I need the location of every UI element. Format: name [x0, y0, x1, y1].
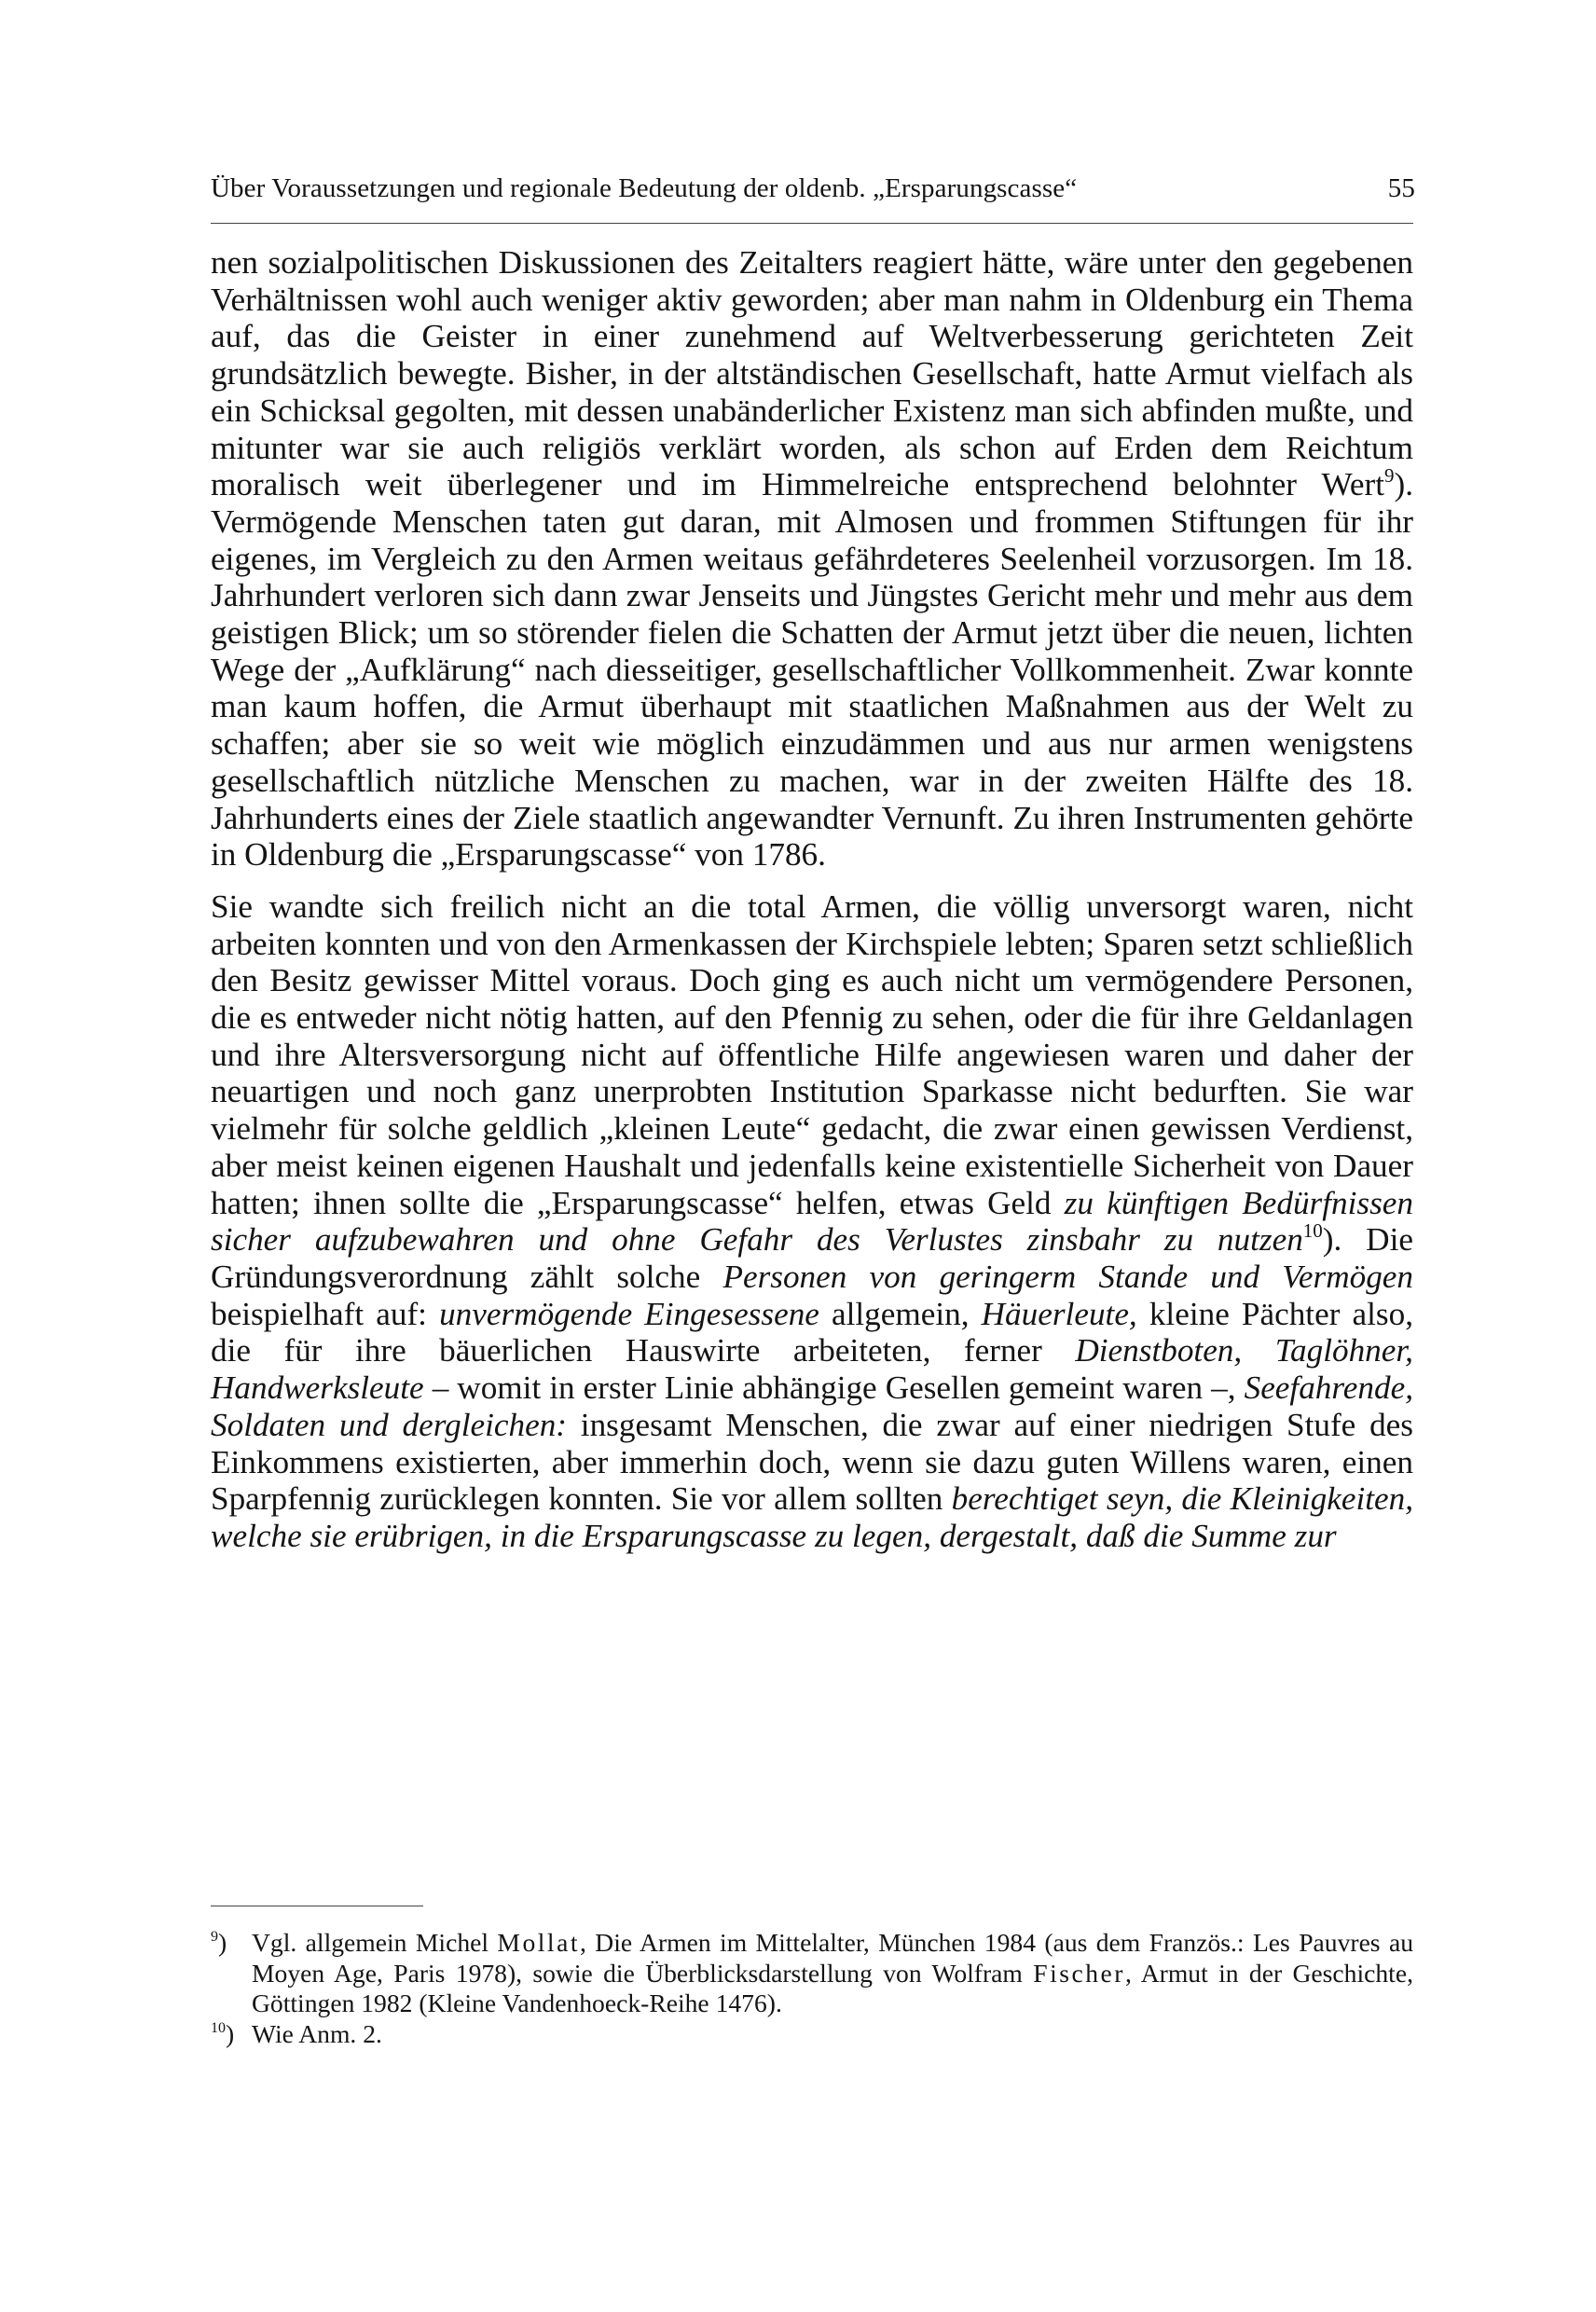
page-number: 55 [1387, 173, 1415, 203]
paragraph-2-text-5: kleine Pächter also, die für ihre bäuerlichen Hauswirte arbeiteten, ferner [211, 1295, 1413, 1369]
quote-personen-von-geringerm-stande: Personen von geringerm Stande und Vermögen [722, 1258, 1414, 1295]
main-text [211, 244, 1413, 1555]
quote-dienstboten: Dienstboten, Taglöhner, Handwerksleute [211, 1332, 1413, 1407]
quote-unvermoegende-eingesessene: unvermögende Eingesessene [439, 1295, 819, 1332]
paragraph-1-text-1: nen sozialpolitischen Diskussionen des Zeitalters reagiert hätte, wäre unter den gegebenen Verhältnissen wohl auch weniger aktiv geworden; aber man nahm in Oldenburg ein Thema auf, das die Geister in einer zunehmend auf Weltverbesserung gerichteten Zeit grundsätzlich bewegte. Bisher, in der altständischen Gesellschaft, hatte Armut vielfach als ein Schicksal gegolten, mit dessen unabänderlicher Existenz man sich abfinden mußte, und mitunter war sie auch religiös verklärt worden, als schon auf Erden dem Reichtum moralisch weit überlegener und im Himmelreiche entsprechend belohnter Wert [211, 244, 1413, 503]
footnote-9-text-3: , Armut in der Geschichte, Göttingen 1982 (Kleine Vandenhoeck-Reihe 1476). [252, 1958, 1413, 2017]
footnote-9-author-mollat: Mollat [497, 1928, 581, 1957]
paragraph-1-text-2: ). Vermögende Menschen taten gut daran, mit Almosen und frommen Stiftungen für ihr eigenes, im Vergleich zu den Armen weitaus gefährdeteres Seelenheil vorzusorgen. Im 18. Jahrhundert verloren sich dann zwar Jenseits und Jüngstes Gericht mehr und mehr aus dem geistigen Blick; um so störender fielen die Schatten der Armut jetzt über die neuen, lichten Wege der „Aufklärung“ nach diesseitiger, gesellschaftlicher Vollkommenheit. Zwar konnte man kaum hoffen, die Armut überhaupt mit staatlichen Maßnahmen aus der Welt zu schaffen; aber sie so weit wie möglich einzudämmen und aus nur armen wenigstens gesellschaftlich nützliche Menschen zu machen, war in der zweiten Hälfte des 18. Jahrhunderts eines der Ziele staatlich angewandter Vernunft. Zu ihren Instrumenten gehörte in Oldenburg die „Ersparungscasse“ von 1786. [211, 466, 1413, 874]
quote-kuenftige-beduerfnisse: zu künftigen Bedürfnissen sicher aufzubewahren und ohne Gefahr des Verlustes zinsbahr zu nutzen [211, 1184, 1413, 1259]
paragraph-2-text-3: beispielhaft auf: [211, 1295, 440, 1332]
paragraph-2-text-1: Sie wandte sich freilich nicht an die total Armen, die völlig unversorgt waren, nicht arbeiten konnten und von den Armenkassen der Kirchspiele lebten; Sparen setzt schließlich den Besitz gewisser Mittel voraus. Doch ging es auch nicht um vermögendere Personen, die es entweder nicht nötig hatten, auf den Pfennig zu sehen, oder die für ihre Geldanlagen und ihre Altersversorgung nicht auf öffentliche Hilfe angewiesen waren und daher der neuartigen und noch ganz unerprobten Institution Sparkasse nicht bedurften. Sie war vielmehr für solche geldlich „kleinen Leute“ gedacht, die zwar einen gewissen Verdienst, aber meist keinen eigenen Haushalt und jedenfalls keine existentielle Sicherheit von Dauer hatten; ihnen sollte die „Ersparungscasse“ helfen, etwas Geld [211, 888, 1413, 1221]
footnote-9-author-fischer: Fischer [1033, 1958, 1125, 1988]
paragraph-2 [211, 888, 1413, 1555]
footnote-9-mark: $^9$) [211, 1928, 227, 1957]
running-header-title: Über Voraussetzungen und regionale Bedeutung der oldenb. „Ersparungscasse“ [211, 173, 1078, 203]
paragraph-2-text-4: allgemein, [819, 1295, 982, 1332]
quote-seefahrende: Seefahrende, Soldaten und dergleichen: [211, 1369, 1413, 1443]
header-rule [211, 223, 1413, 224]
footnote-10-mark: $^{10}$) [211, 2018, 235, 2048]
footnote-9-text-1: Vgl. allgemein Michel [252, 1928, 498, 1957]
quote-haeuerleute: Häuerleute, [981, 1295, 1137, 1332]
quote-berechtiget-seyn: berechtiget seyn, die Kleinigkeiten, welche sie erübrigen, in die Ersparungscasse zu legen, dergestalt, daß die Summe zur [211, 1480, 1413, 1554]
paragraph-2-text-6: – womit in erster Linie abhängige Gesellen gemeint waren –, [423, 1369, 1245, 1407]
footnote-10-text: Wie Anm. 2. [252, 2018, 382, 2048]
footnote-9 [211, 1928, 1413, 2019]
paragraph-2-text-2: ). Die Gründungsverordnung zählt solche [211, 1221, 1413, 1295]
running-header [211, 173, 1415, 204]
footnote-9-text-2: , Die Armen im Mittelalter, München 1984 (aus dem Französ.: Les Pauvres au Moyen Age, Paris 1978), sowie die Überblicksdarstellung von Wolfram [252, 1928, 1413, 1988]
footnote-10-number: 10 [211, 2019, 226, 2036]
footnote-ref-9[interactable]: 9 [1383, 464, 1395, 488]
footnote-9-number: 9 [211, 1929, 218, 1945]
footnotes [211, 1928, 1413, 2049]
footnote-10 [211, 2019, 1413, 2050]
paragraph-1 [211, 244, 1413, 874]
paragraph-2-text-7: insgesamt Menschen, die zwar auf einer niedrigen Stufe des Einkommens existierten, aber immerhin doch, wenn sie dazu guten Willens waren, einen Sparpfennig zurücklegen konnten. Sie vor allem sollten [211, 1406, 1413, 1518]
footnote-ref-10[interactable]: 10 [1302, 1219, 1323, 1243]
